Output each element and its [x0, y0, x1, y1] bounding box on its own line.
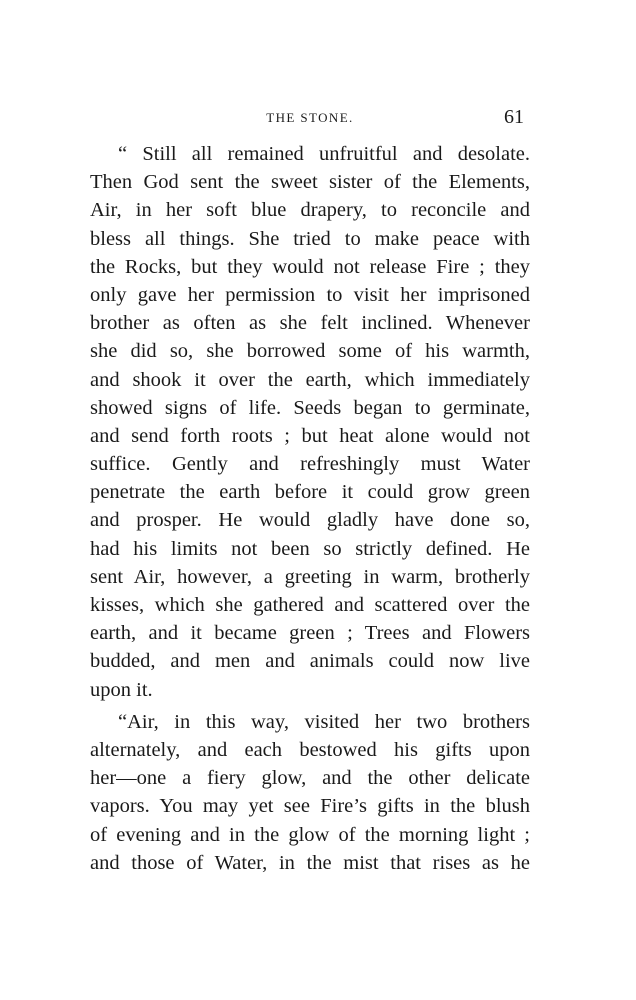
page-number: 61	[504, 106, 524, 128]
text-line: suffice. Gently and refreshingly must Water	[90, 453, 530, 476]
text-line: kisses, which she gathered and scattered over the	[90, 594, 530, 616]
running-title: THE STONE.	[266, 110, 354, 125]
text-line: had his limits not been so strictly defined. He	[90, 537, 530, 560]
text-line: brother as often as she felt inclined. Whenever	[90, 312, 530, 335]
text-line: and send forth roots ; but heat alone would not	[90, 424, 530, 447]
text-line: the Rocks, but they would not release Fire ; they	[90, 255, 530, 278]
paragraph	[90, 140, 530, 704]
text-line: sent Air, however, a greeting in warm, brotherly	[90, 565, 530, 588]
text-line: showed signs of life. Seeds began to germinate,	[90, 396, 530, 419]
text-line: and prosper. He would gladly have done so,	[90, 509, 530, 532]
paragraph	[90, 708, 530, 877]
text-line: of evening and in the glow of the morning light ;	[90, 823, 530, 846]
text-line: she did so, she borrowed some of his warmth,	[90, 340, 530, 363]
text-line: “Air, in this way, visited her two brothers	[118, 710, 530, 733]
text-line: Then God sent the sweet sister of the Elements,	[90, 171, 530, 194]
text-line: upon it.	[90, 678, 153, 701]
text-line: penetrate the earth before it could grow green	[90, 481, 530, 504]
text-line: “ Still all remained unfruitful and desolate.	[118, 143, 530, 165]
running-head	[90, 108, 530, 132]
text-line: and shook it over the earth, which immediately	[90, 368, 530, 391]
text-line: budded, and men and animals could now live	[90, 650, 530, 673]
text-line: only gave her permission to visit her imprisoned	[90, 283, 530, 306]
text-line: earth, and it became green ; Trees and Flowers	[90, 622, 530, 645]
text-line: her—one a fiery glow, and the other delicate	[90, 767, 530, 790]
text-line: alternately, and each bestowed his gifts upon	[90, 738, 530, 761]
text-line: and those of Water, in the mist that rises as he	[90, 851, 530, 874]
body-text	[90, 140, 530, 877]
text-line: vapors. You may yet see Fire’s gifts in the blush	[90, 795, 530, 818]
text-line: Air, in her soft blue drapery, to reconcile and	[90, 199, 530, 222]
text-line: bless all things. She tried to make peace with	[90, 227, 530, 250]
